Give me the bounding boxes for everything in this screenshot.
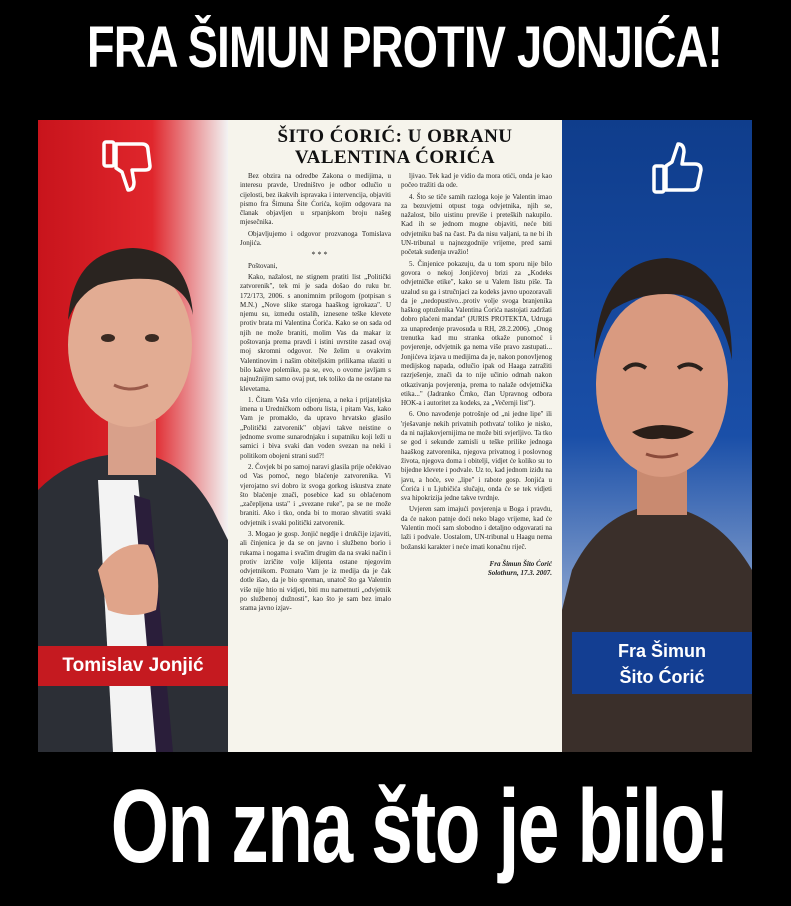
paragraph: Kako, nažalost, ne stignem pratiti list „Politički zatvorenik", tek mi je sada došao do ruku br. 172/173, 2006. s anonimnim prilogom (potpisan s M.N.) „Nove slike staroga haaškog igrokaza". U njemu su, između ostalih, iznesene teške klevete protiv brata mi Valentina Ćorića. Kako se on sada od njih ne može braniti, molim Vas da makar iz poštovanja prema pravdi i istini uvrstite zasad ovaj moj skromni odgovor. Ne želim u ovakvim Valentinovim i našim obiteljskim prilikama ulaziti u bilo kakve polemike, pa se, evo, o ovome javljam s najnužnijim samo ovaj put, tek toliko da ne ostane na klevetama. (240, 272, 391, 393)
signature-name: Fra Šimun Šito Ćorić (489, 559, 552, 568)
newspaper-article (228, 120, 562, 752)
headline: FRA ŠIMUN PROTIV JONJIĆA! (87, 15, 722, 80)
footer-slogan: On zna što je bilo! (110, 769, 729, 885)
paragraph: Uvjeren sam imajući povjerenja u Boga i pravdu, da će nakon patnje doći neko blago vrijeme, kad će Valentin moći sam slobodno i detaljno odgovarati na laži i podvale. Uostalom, UN-tribunal u Haagu nema božanski karakter i neće imati konačnu riječ. (401, 505, 552, 551)
right-name-line-2: Šito Ćorić (619, 667, 705, 687)
right-name-line-1: Fra Šimun (617, 641, 706, 661)
left-photo-panel (38, 120, 228, 752)
article-title (228, 126, 562, 168)
paragraph: Bez obzira na odredbe Zakona o medijima, u interesu pravde, Uredništvo je odbor odlučio u cijelosti, bez ikakvih ispravaka i intervencija, objaviti pismo fra Šimuna Šite Ćorića, kojim odgovara na članak objavljen u srpanjskom broju našeg mjesečnika. (240, 172, 391, 227)
paragraph: 6. Ono navođenje potrošnje od „ni jedne lipe" ili 'rješavanje nekih privatnih pothvata' toliko je nisko, da ni najlakovjernijima ne može biti svjerljivo. Ta tko se god i sekunde zamisli u teške prilike jednoga haaškog zatvorenika, njegova privatnog i poslovnog života, njegova doma i obitelji, vidjet će koliko su to bijedne klevete i podvale. Uz to, kad jednom iziđu na javu, a hoće, sve „lipe" i rabote gosp. Jonjića u Ćorića i u Ljubičića slučaju, onda će se tek vidjeti sva hipokrizija jedne takve tvrdnje. (401, 410, 552, 503)
article-title-line-1: ŠITO ĆORIĆ: U OBRANU (277, 126, 513, 147)
paragraph: Objavljujemo i odgovor prozvanoga Tomislava Jonjića. (240, 229, 391, 248)
right-photo-panel (562, 120, 752, 752)
paragraph: 4. Što se tiče samih razloga koje je Valentin imao za bezuvjetni otpust toga odvjetnika, njih se, nažalost, bilo uistinu previše i preteških nakupilo. Kad ih se jednom mogne objaviti, neće biti odvjetniku baš na čast. Pa da nisu valjani, ta ne bi ih UN-tribunal u najnezgodnije vrijeme, pred sami početak suđenja uvažio! (401, 192, 552, 257)
left-name-label: Tomislav Jonjić (38, 646, 228, 686)
article-column-2 (401, 172, 552, 742)
article-title-line-2: VALENTINA ĆORIĆA (294, 147, 496, 168)
article-column-1 (240, 172, 391, 742)
signature-place-date: Solothurn, 17.3. 2007. (487, 569, 552, 578)
paragraph: ljivao. Tek kad je vidio da mora otići, onda je kao počeo tražiti da ode. (401, 172, 552, 190)
thumbs-down-icon (98, 138, 158, 198)
paragraph: 2. Čovjek bi po samoj naravi glasila prije očekivao od Vas pomoć, nego blaćenje zatvorenika. Vi vjerojatno svi dobro iz svoga gorkog iskustva znate što blaćenje znači, posebice kad su oblaćenom „začepljena usta" i „svezane ruke", pa se ne može braniti. Ako i tko, onda bi to morao shvatiti svaki odvjetnik i svaki politički zatvorenik. (240, 462, 391, 527)
right-name-label (572, 632, 752, 694)
paragraph: Poštovani, (248, 261, 278, 270)
thumbs-up-icon (648, 138, 708, 198)
paragraph: 3. Mogao je gosp. Jonjić negdje i drukčije izjaviti, ali činjenica je da se on javno i službeno borio i rukama i nogama i svačim drugim da na svaki način i protiv izričite volje klijenta ostane njegovim odvjetnikom. Poznato Vam je iz medija da je čak dotle išao, da je bio spreman, unatoč što ga Valentin više nije htio ni vidjeti, biti mu nametnuti „odvjetnik po službenoj dužnosti", kao što je sam bez imalo srama javno izjav- (240, 529, 391, 613)
separator: * * * (311, 250, 328, 260)
paragraph: 5. Činjenice pokazuju, da u tom sporu nije bilo govora o nekoj Jonjićevoj brizi za „Kodeks odvjetničke etike", kako se u Valem listu piše. Ta uzalud su ga i stručnjaci za kodeks javno upozoravali da je „nedopustivo...protiv volje svoga branjenika haškog optuženika Valentina Ćorića nastojati zadržati dobro plaćeni mandat" (JURIS PROTEKTA, Udruga za unapređenje pravosuđa u RH, 28.2.2006). „Onog trenutka kad mu stranka otkaže punomoć i povjerenje, odvjetnik ga nema više pravo zastupati... Jonjićeva izjava u medijima da je, nakon ponovljenog medijskog napada, odlučio ipak od Haaga zatražiti razrješenje, znači da to nije učinio odmah nakon otkazivanja povjerenja, prema to nalaže odvjetnička etika..." (Jadranko Črnko, član Upravnog odbora HOK-a i autoritet za kodeks, za „Večernji list"). (401, 259, 552, 408)
paragraph: 1. Čitam Vaša vrlo cijenjena, a neka i prijateljska imena u Uredničkom odboru lista, i pitam Vas, kako Vam je promaklo, da upravo hrvatsko glasilo „Politički zatvorenik" objavi takve neistine o jednome svome sunarodnjaku i supatniku koji leži u samici i biva svaki dan voden svezan na neki i politikom obojeni strani sud?! (240, 395, 391, 460)
signature (401, 560, 552, 579)
